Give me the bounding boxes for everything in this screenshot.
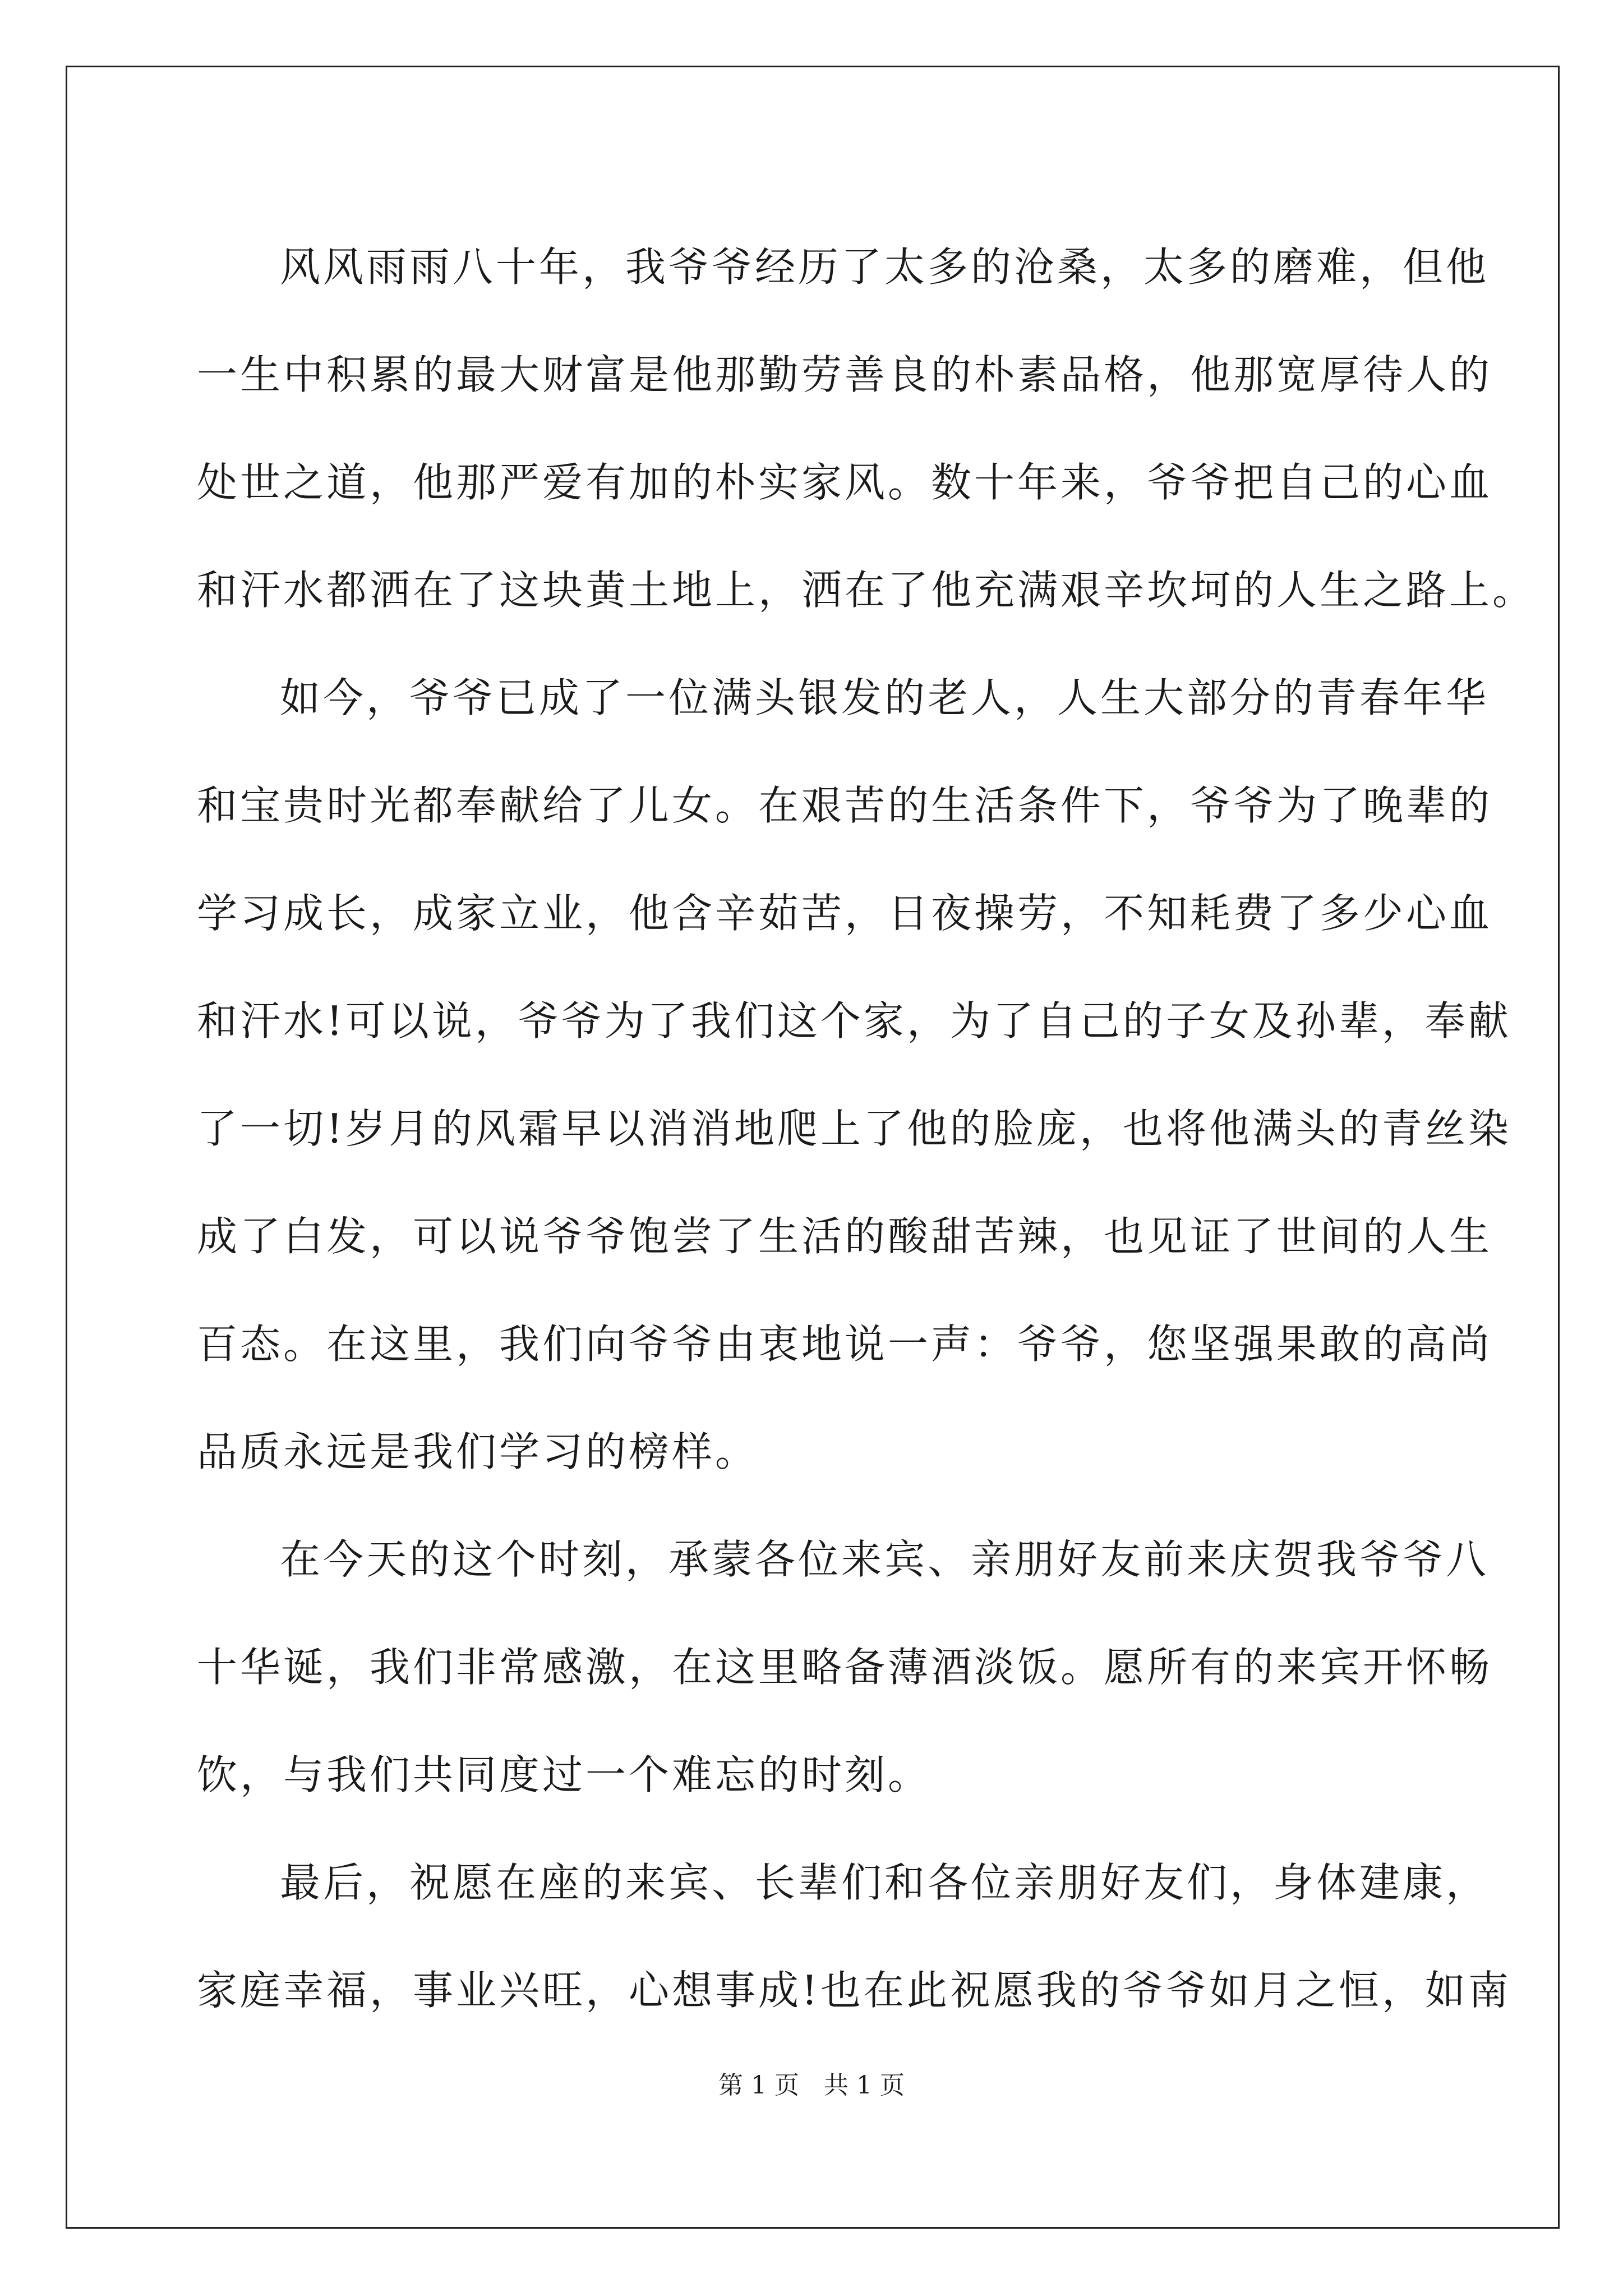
document-body [197,213,1536,2044]
text-line: 学习成长，成家立业，他含辛茹苦，日夜操劳，不知耗费了多少心血 [197,890,1493,937]
text-line: 十华诞，我们非常感激，在这里略备薄酒淡饭。愿所有的来宾开怀畅 [197,1644,1493,1691]
text-line: 风风雨雨八十年，我爷爷经历了太多的沧桑，太多的磨难，但他 [280,243,1490,291]
text-line: 和宝贵时光都奉献给了儿女。在艰苦的生活条件下，爷爷为了晚辈的 [197,782,1493,829]
text-line: 成了白发，可以说爷爷饱尝了生活的酸甜苦辣，也见证了世间的人生 [197,1213,1493,1260]
text-line: 一生中积累的最大财富是他那勤劳善良的朴素品格，他那宽厚待人的 [197,351,1493,398]
text-line: 在今天的这个时刻，承蒙各位来宾、亲朋好友前来庆贺我爷爷八 [280,1536,1490,1583]
text-line: 百态。在这里，我们向爷爷由衷地说一声：爷爷，您坚强果敢的高尚 [197,1320,1493,1368]
text-line: 饮，与我们共同度过一个难忘的时刻。 [197,1751,932,1798]
page-number-footer: 第 1 页 共 1 页 [718,2071,905,2100]
text-line: 和汗水!可以说，爷爷为了我们这个家，为了自己的子女及孙辈，奉献 [197,997,1511,1045]
text-line: 品质永远是我们学习的榜样。 [197,1428,759,1475]
text-line: 最后，祝愿在座的来宾、长辈们和各位亲朋好友们，身体建康， [280,1859,1490,1906]
text-line: 和汗水都洒在了这块黄土地上，洒在了他充满艰辛坎坷的人生之路上。 [197,567,1536,614]
text-line: 如今，爷爷已成了一位满头银发的老人，人生大部分的青春年华 [280,674,1490,721]
text-line: 处世之道，他那严爱有加的朴实家风。数十年来，爷爷把自己的心血 [197,459,1493,506]
text-line: 了一切!岁月的风霜早以消消地爬上了他的脸庞，也将他满头的青丝染 [197,1105,1511,1152]
text-line: 家庭幸福，事业兴旺，心想事成!也在此祝愿我的爷爷如月之恒，如南 [197,1967,1511,2014]
